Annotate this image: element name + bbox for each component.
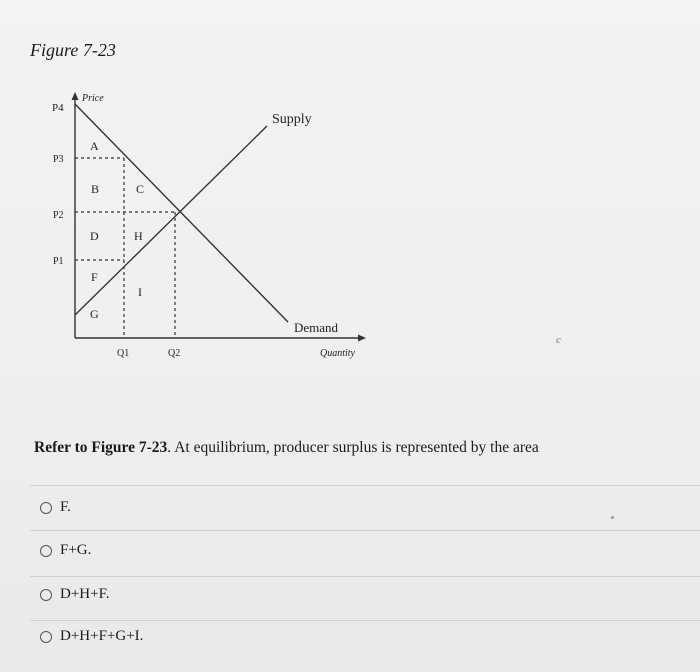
- price-label-p2: P2: [53, 210, 64, 221]
- price-axis-label: Price: [82, 93, 104, 104]
- supply-label: Supply: [272, 112, 312, 127]
- area-label-h: H: [134, 229, 143, 243]
- radio-button[interactable]: [40, 631, 52, 643]
- separator: [30, 620, 700, 621]
- question-body: . At equilibrium, producer surplus is represented by the area: [167, 439, 539, 456]
- supply-curve: [75, 126, 267, 315]
- stray-mark: c: [556, 334, 561, 346]
- price-label-p4: P4: [52, 102, 64, 114]
- radio-button[interactable]: [40, 502, 52, 514]
- area-label-i: I: [138, 285, 142, 299]
- answer-option-d-h-f[interactable]: [40, 586, 109, 603]
- answer-option-f[interactable]: [40, 499, 71, 516]
- answer-option-f-g[interactable]: [40, 542, 91, 559]
- option-label: D+H+F.: [60, 586, 110, 602]
- radio-button[interactable]: [40, 589, 52, 601]
- area-label-b: B: [91, 182, 100, 196]
- price-label-p1: P1: [53, 256, 64, 267]
- separator: [30, 530, 700, 531]
- option-label: F.: [60, 499, 71, 515]
- quantity-label-q2: Q2: [168, 348, 181, 359]
- area-label-a: A: [90, 139, 99, 153]
- stray-dot: [611, 516, 614, 519]
- y-axis-arrow: [72, 92, 79, 100]
- question-figure-ref: Refer to Figure 7-23: [34, 439, 168, 456]
- quantity-label-q1: Q1: [117, 348, 130, 359]
- radio-button[interactable]: [40, 545, 52, 557]
- quantity-axis-label: Quantity: [320, 348, 355, 359]
- area-label-d: D: [90, 229, 99, 243]
- option-label: D+H+F+G+I.: [60, 628, 144, 644]
- area-label-c: C: [136, 182, 145, 196]
- figure-title: Figure 7-23: [30, 40, 116, 60]
- x-axis-arrow: [358, 335, 366, 342]
- option-label: F+G.: [60, 542, 92, 558]
- area-label-f: F: [91, 270, 98, 284]
- price-label-p3: P3: [53, 154, 64, 165]
- separator: [30, 485, 700, 486]
- demand-label: Demand: [294, 320, 339, 335]
- separator: [30, 576, 700, 577]
- question-text: [34, 439, 539, 457]
- area-label-g: G: [90, 307, 99, 321]
- answer-option-d-h-f-g-i[interactable]: [40, 628, 143, 645]
